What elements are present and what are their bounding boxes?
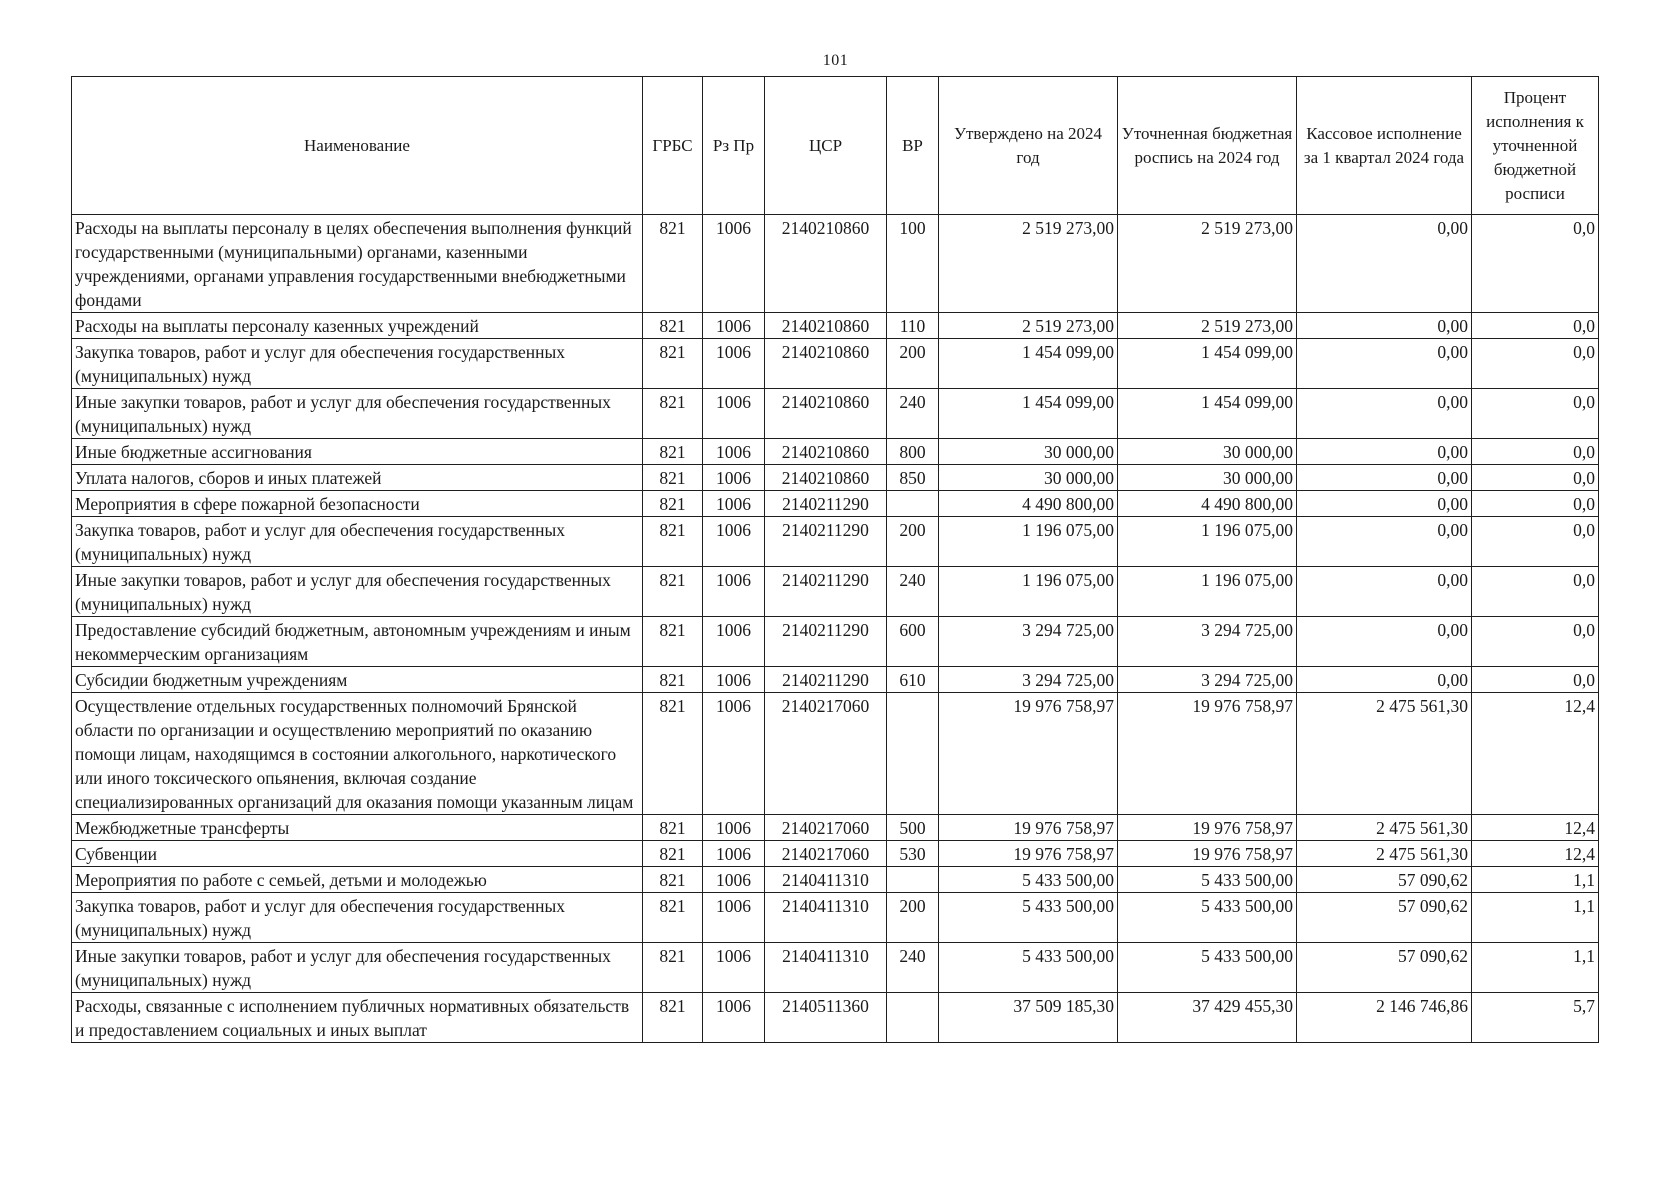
cell-csr: 2140211290 (765, 491, 887, 517)
cell-name: Субсидии бюджетным учреждениям (72, 667, 643, 693)
page-number: 101 (822, 52, 849, 69)
cell-refined: 1 454 099,00 (1118, 339, 1297, 389)
cell-csr: 2140411310 (765, 943, 887, 993)
cell-refined: 19 976 758,97 (1118, 841, 1297, 867)
cell-vr: 610 (887, 667, 939, 693)
cell-grbs: 821 (643, 465, 703, 491)
cell-percent: 0,0 (1472, 339, 1599, 389)
cell-percent: 0,0 (1472, 567, 1599, 617)
cell-percent: 12,4 (1472, 693, 1599, 815)
cell-vr: 100 (887, 215, 939, 313)
cell-executed: 0,00 (1297, 517, 1472, 567)
cell-vr (887, 491, 939, 517)
cell-rzpr: 1006 (703, 567, 765, 617)
cell-approved: 5 433 500,00 (939, 943, 1118, 993)
table-row (72, 993, 1599, 1043)
table-row (72, 893, 1599, 943)
cell-name: Субвенции (72, 841, 643, 867)
cell-vr (887, 867, 939, 893)
cell-csr: 2140211290 (765, 567, 887, 617)
cell-rzpr: 1006 (703, 215, 765, 313)
cell-vr: 240 (887, 567, 939, 617)
cell-refined: 2 519 273,00 (1118, 313, 1297, 339)
cell-approved: 4 490 800,00 (939, 491, 1118, 517)
cell-executed: 0,00 (1297, 667, 1472, 693)
cell-refined: 30 000,00 (1118, 465, 1297, 491)
cell-refined: 4 490 800,00 (1118, 491, 1297, 517)
cell-csr: 2140411310 (765, 893, 887, 943)
cell-approved: 19 976 758,97 (939, 815, 1118, 841)
header-approved: Утверждено на 2024 год (939, 77, 1118, 215)
cell-approved: 2 519 273,00 (939, 313, 1118, 339)
cell-executed: 2 146 746,86 (1297, 993, 1472, 1043)
cell-percent: 0,0 (1472, 667, 1599, 693)
cell-refined: 2 519 273,00 (1118, 215, 1297, 313)
cell-name: Уплата налогов, сборов и иных платежей (72, 465, 643, 491)
table-row (72, 667, 1599, 693)
cell-refined: 37 429 455,30 (1118, 993, 1297, 1043)
header-name: Наименование (72, 77, 643, 215)
cell-executed: 0,00 (1297, 491, 1472, 517)
table-row (72, 617, 1599, 667)
cell-rzpr: 1006 (703, 693, 765, 815)
table-row (72, 943, 1599, 993)
cell-percent: 1,1 (1472, 893, 1599, 943)
cell-grbs: 821 (643, 617, 703, 667)
cell-name: Расходы на выплаты персоналу в целях обеспечения выполнения функций государственными (муниципальными) органами, казенными учреждениями, органами управления государственными внебюджетными фондами (72, 215, 643, 313)
cell-executed: 0,00 (1297, 465, 1472, 491)
cell-rzpr: 1006 (703, 389, 765, 439)
header-executed: Кассовое исполнение за 1 квартал 2024 года (1297, 77, 1472, 215)
cell-name: Иные бюджетные ассигнования (72, 439, 643, 465)
cell-name: Расходы на выплаты персоналу казенных учреждений (72, 313, 643, 339)
cell-refined: 30 000,00 (1118, 439, 1297, 465)
cell-rzpr: 1006 (703, 815, 765, 841)
cell-vr: 800 (887, 439, 939, 465)
cell-name: Расходы, связанные с исполнением публичных нормативных обязательств и предоставлением социальных и иных выплат (72, 993, 643, 1043)
cell-executed: 2 475 561,30 (1297, 693, 1472, 815)
cell-csr: 2140217060 (765, 693, 887, 815)
cell-vr: 200 (887, 339, 939, 389)
cell-refined: 5 433 500,00 (1118, 943, 1297, 993)
cell-csr: 2140210860 (765, 215, 887, 313)
cell-executed: 2 475 561,30 (1297, 815, 1472, 841)
cell-percent: 0,0 (1472, 313, 1599, 339)
cell-refined: 1 196 075,00 (1118, 567, 1297, 617)
cell-vr: 530 (887, 841, 939, 867)
cell-csr: 2140211290 (765, 517, 887, 567)
cell-vr: 200 (887, 517, 939, 567)
cell-name: Закупка товаров, работ и услуг для обеспечения государственных (муниципальных) нужд (72, 339, 643, 389)
cell-vr: 200 (887, 893, 939, 943)
cell-approved: 1 196 075,00 (939, 567, 1118, 617)
cell-rzpr: 1006 (703, 617, 765, 667)
cell-rzpr: 1006 (703, 893, 765, 943)
cell-vr: 240 (887, 389, 939, 439)
cell-name: Осуществление отдельных государственных полномочий Брянской области по организации и осуществлению мероприятий по оказанию помощи лицам, находящимся в состоянии алкогольного, наркотического или иного токсического опьянения, включая создание специализированных организаций для оказания помощи указанным лицам (72, 693, 643, 815)
cell-name: Иные закупки товаров, работ и услуг для обеспечения государственных (муниципальных) нужд (72, 567, 643, 617)
cell-grbs: 821 (643, 567, 703, 617)
cell-grbs: 821 (643, 339, 703, 389)
cell-rzpr: 1006 (703, 943, 765, 993)
cell-executed: 0,00 (1297, 439, 1472, 465)
table-row (72, 567, 1599, 617)
cell-refined: 1 196 075,00 (1118, 517, 1297, 567)
cell-rzpr: 1006 (703, 439, 765, 465)
cell-approved: 19 976 758,97 (939, 841, 1118, 867)
cell-approved: 5 433 500,00 (939, 867, 1118, 893)
cell-csr: 2140211290 (765, 617, 887, 667)
table-row (72, 841, 1599, 867)
cell-csr: 2140217060 (765, 815, 887, 841)
cell-rzpr: 1006 (703, 339, 765, 389)
cell-grbs: 821 (643, 893, 703, 943)
cell-percent: 0,0 (1472, 439, 1599, 465)
cell-rzpr: 1006 (703, 465, 765, 491)
header-rzpr: Рз Пр (703, 77, 765, 215)
table-row (72, 389, 1599, 439)
cell-rzpr: 1006 (703, 993, 765, 1043)
header-grbs: ГРБС (643, 77, 703, 215)
cell-csr: 2140217060 (765, 841, 887, 867)
cell-name: Закупка товаров, работ и услуг для обеспечения государственных (муниципальных) нужд (72, 517, 643, 567)
cell-vr (887, 993, 939, 1043)
cell-approved: 1 454 099,00 (939, 339, 1118, 389)
cell-csr: 2140210860 (765, 339, 887, 389)
cell-vr: 850 (887, 465, 939, 491)
table-row (72, 439, 1599, 465)
cell-name: Мероприятия по работе с семьей, детьми и молодежью (72, 867, 643, 893)
cell-rzpr: 1006 (703, 667, 765, 693)
cell-vr: 110 (887, 313, 939, 339)
cell-percent: 5,7 (1472, 993, 1599, 1043)
cell-refined: 19 976 758,97 (1118, 693, 1297, 815)
cell-executed: 0,00 (1297, 313, 1472, 339)
table-row (72, 867, 1599, 893)
cell-rzpr: 1006 (703, 867, 765, 893)
cell-executed: 0,00 (1297, 339, 1472, 389)
cell-name: Закупка товаров, работ и услуг для обеспечения государственных (муниципальных) нужд (72, 893, 643, 943)
cell-grbs: 821 (643, 993, 703, 1043)
cell-name: Мероприятия в сфере пожарной безопасности (72, 491, 643, 517)
cell-percent: 0,0 (1472, 215, 1599, 313)
cell-executed: 0,00 (1297, 215, 1472, 313)
cell-grbs: 821 (643, 867, 703, 893)
cell-percent: 0,0 (1472, 617, 1599, 667)
cell-approved: 2 519 273,00 (939, 215, 1118, 313)
cell-refined: 5 433 500,00 (1118, 867, 1297, 893)
cell-name: Межбюджетные трансферты (72, 815, 643, 841)
cell-approved: 19 976 758,97 (939, 693, 1118, 815)
cell-csr: 2140511360 (765, 993, 887, 1043)
cell-grbs: 821 (643, 693, 703, 815)
budget-execution-table (71, 76, 1599, 1043)
cell-approved: 1 196 075,00 (939, 517, 1118, 567)
table-row (72, 491, 1599, 517)
cell-executed: 57 090,62 (1297, 893, 1472, 943)
cell-vr (887, 693, 939, 815)
cell-grbs: 821 (643, 439, 703, 465)
cell-grbs: 821 (643, 667, 703, 693)
table-row (72, 313, 1599, 339)
cell-grbs: 821 (643, 943, 703, 993)
table-row (72, 693, 1599, 815)
cell-name: Иные закупки товаров, работ и услуг для обеспечения государственных (муниципальных) нужд (72, 389, 643, 439)
cell-percent: 0,0 (1472, 465, 1599, 491)
cell-executed: 2 475 561,30 (1297, 841, 1472, 867)
cell-csr: 2140210860 (765, 313, 887, 339)
cell-approved: 30 000,00 (939, 465, 1118, 491)
cell-approved: 1 454 099,00 (939, 389, 1118, 439)
table-row (72, 517, 1599, 567)
cell-rzpr: 1006 (703, 313, 765, 339)
cell-rzpr: 1006 (703, 491, 765, 517)
header-csr: ЦСР (765, 77, 887, 215)
cell-vr: 600 (887, 617, 939, 667)
cell-name: Предоставление субсидий бюджетным, автономным учреждениям и иным некоммерческим организациям (72, 617, 643, 667)
cell-approved: 3 294 725,00 (939, 667, 1118, 693)
cell-percent: 1,1 (1472, 943, 1599, 993)
table-row (72, 215, 1599, 313)
cell-percent: 12,4 (1472, 815, 1599, 841)
table-body (72, 215, 1599, 1043)
cell-percent: 0,0 (1472, 517, 1599, 567)
cell-approved: 30 000,00 (939, 439, 1118, 465)
cell-grbs: 821 (643, 491, 703, 517)
table-row (72, 815, 1599, 841)
cell-refined: 3 294 725,00 (1118, 617, 1297, 667)
table-row (72, 339, 1599, 389)
cell-grbs: 821 (643, 841, 703, 867)
header-vr: ВР (887, 77, 939, 215)
cell-percent: 12,4 (1472, 841, 1599, 867)
cell-grbs: 821 (643, 517, 703, 567)
cell-executed: 0,00 (1297, 617, 1472, 667)
cell-percent: 1,1 (1472, 867, 1599, 893)
cell-grbs: 821 (643, 389, 703, 439)
cell-csr: 2140210860 (765, 389, 887, 439)
cell-csr: 2140211290 (765, 667, 887, 693)
cell-percent: 0,0 (1472, 491, 1599, 517)
cell-executed: 57 090,62 (1297, 867, 1472, 893)
cell-executed: 57 090,62 (1297, 943, 1472, 993)
cell-name: Иные закупки товаров, работ и услуг для обеспечения государственных (муниципальных) нужд (72, 943, 643, 993)
cell-approved: 5 433 500,00 (939, 893, 1118, 943)
cell-csr: 2140411310 (765, 867, 887, 893)
table-row (72, 465, 1599, 491)
cell-approved: 3 294 725,00 (939, 617, 1118, 667)
cell-grbs: 821 (643, 215, 703, 313)
cell-executed: 0,00 (1297, 567, 1472, 617)
cell-refined: 1 454 099,00 (1118, 389, 1297, 439)
cell-vr: 500 (887, 815, 939, 841)
cell-executed: 0,00 (1297, 389, 1472, 439)
cell-grbs: 821 (643, 313, 703, 339)
cell-refined: 19 976 758,97 (1118, 815, 1297, 841)
cell-percent: 0,0 (1472, 389, 1599, 439)
header-refined: Уточненная бюджетная роспись на 2024 год (1118, 77, 1297, 215)
header-percent: Процент исполнения к уточненной бюджетной росписи (1472, 77, 1599, 215)
cell-vr: 240 (887, 943, 939, 993)
cell-csr: 2140210860 (765, 465, 887, 491)
table-header-row (72, 77, 1599, 215)
cell-grbs: 821 (643, 815, 703, 841)
cell-csr: 2140210860 (765, 439, 887, 465)
cell-refined: 3 294 725,00 (1118, 667, 1297, 693)
cell-rzpr: 1006 (703, 841, 765, 867)
cell-rzpr: 1006 (703, 517, 765, 567)
cell-refined: 5 433 500,00 (1118, 893, 1297, 943)
cell-approved: 37 509 185,30 (939, 993, 1118, 1043)
